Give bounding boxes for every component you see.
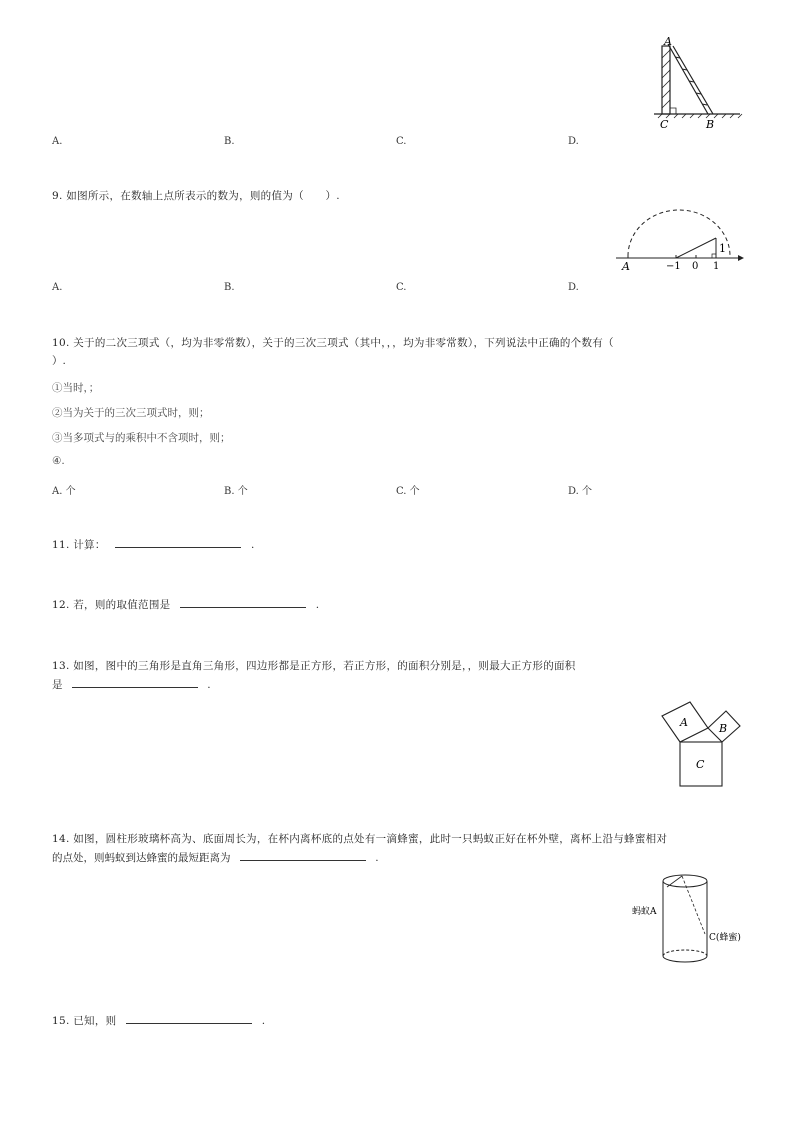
q13-end: . [207, 679, 211, 691]
q10-question-line1 [52, 335, 614, 350]
q9-label-neg1: −1 [666, 261, 681, 272]
q9-number-line-figure [612, 204, 746, 272]
q13-number: 13. [52, 660, 70, 672]
q9-option-a[interactable]: A. [52, 282, 63, 293]
q13-question-line2 [52, 677, 211, 692]
q9-option-c[interactable]: C. [396, 282, 407, 293]
q11-end: . [250, 539, 255, 551]
q15-end: . [261, 1015, 266, 1027]
q9-number: 9. [52, 190, 63, 202]
q8-option-c[interactable]: C. [396, 136, 407, 147]
q14-text-line1: 如图，圆柱形玻璃杯高为、底面周长为，在杯内离杯底的点处有一滴蜂蜜，此时一只蚂蚁正好在杯外壁，离杯上沿与蜂蜜相对 [73, 833, 668, 845]
q14-number: 14. [52, 833, 70, 845]
q8-label-a: A [664, 36, 672, 48]
q13-question-line1 [52, 658, 576, 673]
q12-question [52, 597, 319, 612]
q11-number: 11. [52, 539, 70, 551]
q14-question-line2 [52, 850, 379, 865]
q14-question-line1 [52, 831, 667, 846]
q12-answer-blank[interactable] [180, 597, 306, 608]
q11-question [52, 537, 255, 552]
q9-label-height: 1 [719, 242, 726, 255]
q9-text: 如图所示，在数轴上点所表示的数为，则的值为（ ）. [66, 190, 340, 202]
q10-statement-1: ①当时，； [52, 382, 100, 394]
q9-option-d[interactable]: D. [568, 282, 579, 293]
q10-option-b[interactable]: B. 个 [224, 486, 248, 497]
q10-option-d[interactable]: D. 个 [568, 486, 593, 497]
q13-label-c: C [696, 758, 705, 771]
q8-ladder-figure [640, 36, 746, 132]
q13-answer-blank[interactable] [72, 677, 198, 688]
q15-question [52, 1013, 265, 1028]
q8-label-c: C [660, 118, 669, 131]
q10-statement-2: ②当为关于的三次三项式时，则； [52, 407, 210, 419]
q13-text-line2: 是 [52, 679, 63, 691]
q14-answer-blank[interactable] [240, 850, 366, 861]
q15-number: 15. [52, 1015, 70, 1027]
q14-label-ant: 蚂蚁A [632, 907, 657, 917]
q13-squares-figure [656, 700, 746, 790]
q15-text: 已知，则 [73, 1015, 117, 1027]
q14-end: . [375, 852, 379, 864]
q13-text-line1: 如图，图中的三角形是直角三角形，四边形都是正方形，若正方形，的面积分别是，，则最大正方形的面积 [73, 660, 576, 672]
q14-label-honey: C(蜂蜜) [709, 933, 741, 943]
q10-statement-3: ③当多项式与的乘积中不含项时，则； [52, 432, 231, 444]
q10-option-a[interactable]: A. 个 [52, 486, 76, 497]
q12-number: 12. [52, 599, 70, 611]
q9-question [52, 188, 340, 203]
q14-cylinder-figure [630, 868, 746, 968]
q10-number: 10. [52, 337, 70, 349]
q11-answer-blank[interactable] [115, 537, 241, 548]
q10-text-line1: 关于的二次三项式（，均为非零常数），关于的三次三项式（其中，，，均为非零常数），下列说法中正确的个数有（ [73, 337, 614, 349]
q13-label-b: B [719, 722, 728, 735]
q8-option-b[interactable]: B. [224, 136, 235, 147]
q8-option-a[interactable]: A. [52, 136, 63, 147]
q13-label-a: A [680, 716, 688, 729]
q12-end: . [315, 599, 320, 611]
q14-text-line2: 的点处，则蚂蚁到达蜂蜜的最短距离为 [52, 852, 231, 864]
q9-option-b[interactable]: B. [224, 282, 235, 293]
q10-option-c[interactable]: C. 个 [396, 486, 420, 497]
q9-label-one: 1 [713, 261, 720, 272]
q9-label-a: A [622, 260, 630, 272]
q8-label-b: B [706, 118, 715, 131]
q15-answer-blank[interactable] [126, 1013, 252, 1024]
q9-label-zero: 0 [692, 261, 699, 272]
q10-text-line2: ）. [52, 355, 66, 367]
q11-text: 计算： [73, 539, 106, 551]
q10-statement-4: ④. [52, 455, 65, 467]
q8-option-d[interactable]: D. [568, 136, 579, 147]
q12-text: 若，则的取值范围是 [73, 599, 171, 611]
